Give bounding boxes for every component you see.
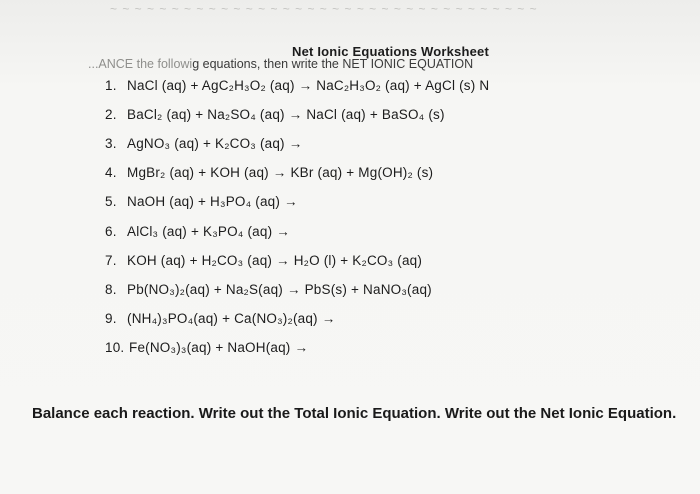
equation-number: 8. xyxy=(105,282,117,297)
equation-item-1 xyxy=(105,78,489,93)
equation-item-8 xyxy=(105,282,432,297)
equation-number: 6. xyxy=(105,224,117,239)
worksheet-instructions xyxy=(88,57,698,71)
equation-text: AgNO₃ (aq) + K₂CO₃ (aq) → xyxy=(127,136,303,151)
equation-item-2 xyxy=(105,107,445,122)
equation-text: NaOH (aq) + H₃PO₄ (aq) → xyxy=(127,194,298,209)
equation-text: BaCl₂ (aq) + Na₂SO₄ (aq) → NaCl (aq) + BaSO₄ (s) xyxy=(127,107,445,122)
bleed-through-text: ~ ~ ~ ~ ~ ~ ~ ~ ~ ~ ~ ~ ~ ~ ~ ~ ~ ~ ~ ~ ~ ~ ~ ~ ~ ~ ~ ~ ~ ~ ~ ~ ~ ~ ~ xyxy=(110,2,538,16)
equation-item-9 xyxy=(105,311,335,326)
worksheet-directions: Balance each reaction. Write out the Total Ionic Equation. Write out the Net Ionic Equation. xyxy=(32,405,677,422)
equation-item-4 xyxy=(105,165,433,180)
equation-number: 9. xyxy=(105,311,117,326)
equation-number: 1. xyxy=(105,78,117,93)
equation-number: 10. xyxy=(105,340,125,355)
equation-item-3 xyxy=(105,136,302,151)
equation-item-7 xyxy=(105,253,422,268)
equation-text: KOH (aq) + H₂CO₃ (aq) → H₂O (l) + K₂CO₃ (aq) xyxy=(127,253,423,268)
equation-item-10 xyxy=(105,340,308,355)
equation-item-5 xyxy=(105,194,298,209)
equation-text: AlCl₃ (aq) + K₃PO₄ (aq) → xyxy=(127,224,290,239)
instructions-main: g equations, then write the NET IONIC EQUATION xyxy=(192,57,474,71)
equation-number: 4. xyxy=(105,165,117,180)
equation-text: Pb(NO₃)₂(aq) + Na₂S(aq) → PbS(s) + NaNO₃(aq) xyxy=(127,282,432,297)
instructions-prefix: ...ANCE the followi xyxy=(88,57,193,71)
equation-text: NaCl (aq) + AgC₂H₃O₂ (aq) → NaC₂H₃O₂ (aq) + AgCl (s) N xyxy=(127,78,490,93)
equation-text: (NH₄)₃PO₄(aq) + Ca(NO₃)₂(aq) → xyxy=(127,311,336,326)
equation-text: Fe(NO₃)₃(aq) + NaOH(aq) → xyxy=(129,340,309,355)
equation-number: 5. xyxy=(105,194,117,209)
equation-number: 7. xyxy=(105,253,117,268)
equation-number: 3. xyxy=(105,136,117,151)
equation-number: 2. xyxy=(105,107,117,122)
equation-text: MgBr₂ (aq) + KOH (aq) → KBr (aq) + Mg(OH)₂ (s) xyxy=(127,165,434,180)
worksheet-title: Net Ionic Equations Worksheet xyxy=(292,44,489,59)
equation-item-6 xyxy=(105,224,290,239)
